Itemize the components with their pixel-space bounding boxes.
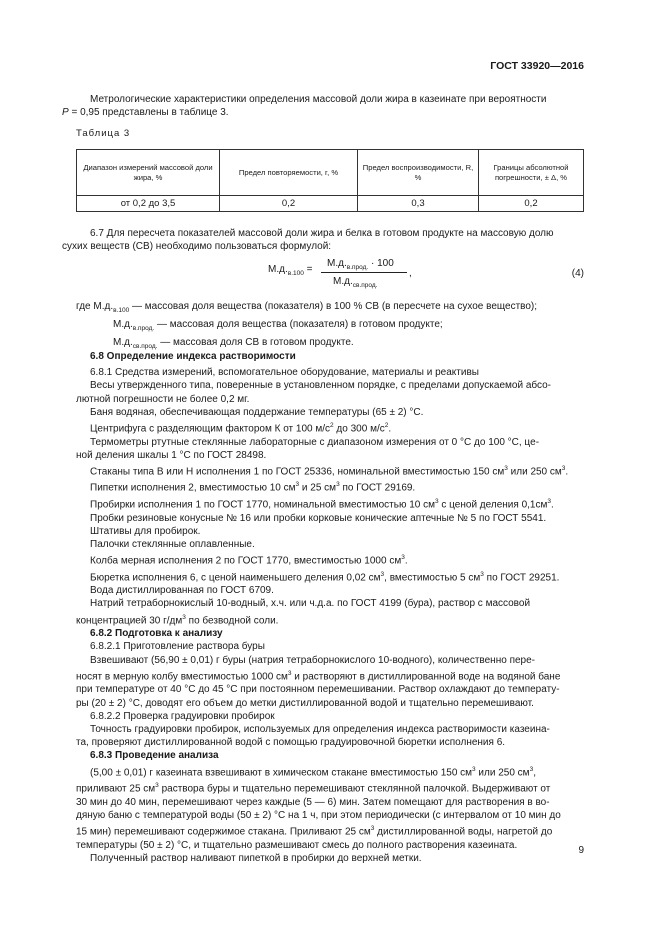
table-cell: от 0,2 до 3,5 [77,196,220,212]
formula-number: (4) [571,268,584,279]
header-cell: Предел повторяемости, r, % [220,150,358,196]
legend-line: где $М.д._{в.100}$ — массовая доля вещества (показателя) в 100 % СВ (в пересчете на сухое вещество); [76,301,538,314]
document-id: ГОСТ 33920—2016 [490,60,584,72]
legend-line: $М.д._{св.прод.}$ — массовая доля СВ в готовом продукте. [113,337,354,350]
table-header-row [77,150,584,196]
table-cell: 0,3 [358,196,479,212]
formula-denominator: $М.д._{св.прод.}$ [333,276,378,289]
section-title: 6.8.3 Проведение анализа [90,750,219,762]
formula-lhs: $М.д._{в.100}$ = [268,264,313,277]
header-cell: Диапазон измерений массовой доли жира, % [77,150,220,196]
header-cell: Предел воспроизводимости, R, % [358,150,479,196]
section-6-7: 6.7 Для пересчета показателей массовой доли жира и белка в готовом продукте на массовую долю сухих веществ (СВ) необходимо пользоваться формулой: [62,228,554,253]
header-cell: Границы абсолютной погрешности, ± Δ, % [479,150,584,196]
formula-legend [76,300,583,354]
section-title: 6.8 Определение индекса растворимости [90,351,296,362]
legend-line: $М.д._{в.прод.}$ — массовая доля вещества (показателя) в готовом продукте; [113,319,443,332]
metrology-table [76,149,584,212]
table-cell: 0,2 [479,196,584,212]
section-6-8: 6.8 Определение индекса растворимости 6.8.1 Средства измерений, вспомогательное оборудование, материалы и реактивы Весы утвержденного типа, поверенные в установленном порядке, с пределами допускаемой абсо- лютной погрешности не более 0,2 мг. Баня водяная, обеспечивающая поддержание температуры (65 ± 2) °С. Центрифуга с разделяющим фактором К от 100 $м/с^2$ до 300 $м/с^2$. Термометры ртутные стеклянные лабораторные с диапазоном измерения от 0 °С до 100 °С, цe- ной деления шкалы 1 °С по ГОСТ 28498. Стаканы типа В или Н исполнения 1 по ГОСТ 25336, номинальной вместимостью 150 $см^3$ или 250 $см^3$. Пипетки исполнения 2, вместимостью 10 $см^3$ и 25 $см^3$ по ГОСТ 29169. Пробирки исполнения 1 по ГОСТ 1770, номинальной вместимостью 10 $см^3$ с ценой деления $0,1см^3$. Пробки резиновые конусные № 16 или пробки корковые конические аптечные № 5 по ГОСТ 5541. Штативы для пробирок. Палочки стеклянные оплавленные. Колба мерная исполнения 2 по ГОСТ 1770, вместимостью 1000 $см^3$. Бюретка исполнения 6, с ценой наименьшего деления 0,02 $см^3$, вместимостью 5 $см^3$ по ГОСТ 29251. Вода дистиллированная по ГОСТ 6709. Натрий тетраборнокислый 10-водный, х.ч. или ч.д.а. по ГОСТ 4199 (бура), раствор с массовой концентрацией 30 $г/дм^3$ по безводной соли. 6.8.2 Подготовка к анализу 6.8.2.1 Приготовление раствора буры Взвешивают (56,90 ± 0,01) г буры (натрия тетраборнокислого 10-водного), количественно пере- носят в мерную колбу вместимостью 1000 $см^3$ и растворяют в дистиллированной воде на водяной бане при температуре от 40 °С до 45 °С при постоянном перемешивании. Раствор охлаждают до температу- ры (20 ± 2) °С, доводят его объем до метки дистиллированной водой и тщательно перемешивают. 6.8.2.2 Проверка градуировки пробирок Точность градуировки пробирок, используемых для определения индекса растворимости казеина- та, проверяют дистиллированной водой с помощью градуировочной бюретки исполнения 6. 6.8.3 Проведение анализа (5,00 ± 0,01) г казеината взвешивают в химическом стакане вместимостью 150 $см^3$ или 250 $см^3$, приливают 25 $см^3$ раствора буры и тщательно перемешивают стеклянной палочкой. Выдерживают от 30 мин до 40 мин, перемешивают через каждые (5 — 6) мин. Затем помещают для растворения в во- дяную баню с температурой воды (50 ± 2) °С на 1 ч, при этом периодически (с интервалом от 10 мин до 15 мин) перемешивают содержимое стакана. Приливают 25 $см^3$ дистиллированной воды, нагретой до температуры (50 ± 2) °С, и тщательно размешивают смесь до полного растворения казеината. Полученный раствор наливают пипеткой в пробирки до верхней метки. [76,350,583,865]
table-row [77,196,584,212]
formula-comma: , [409,268,412,279]
table-caption: Таблица 3 [76,128,131,139]
section-title: 6.8.2 Подготовка к анализу [90,628,223,640]
table-cell: 0,2 [220,196,358,212]
formula-numerator: $М.д._{в.прод.} \cdot 100$ [327,258,394,271]
intro-paragraph: Метрологические характеристики определения массовой доли жира в казеинате при вероятности P = 0,95 представлены в таблице 3. [62,94,547,119]
fraction-bar [321,272,407,273]
page-number: 9 [578,845,584,856]
